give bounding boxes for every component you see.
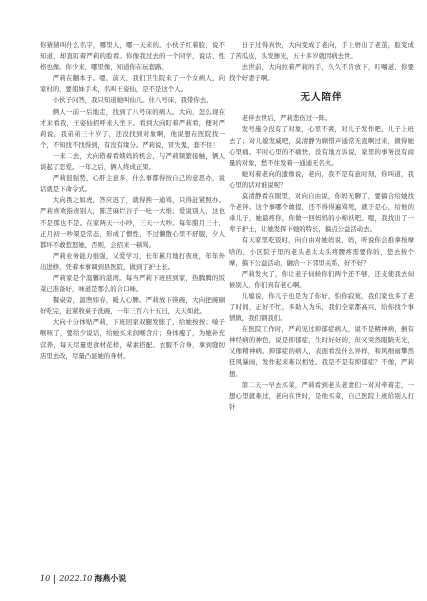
story-title: 无人陪伴 xyxy=(300,92,343,104)
paragraph: 一来二去，大向借着看姨妈的机会，与严莉频繁接触，俩人谈起了恋爱。一年之后，俩人终成正果。 xyxy=(40,151,225,172)
paragraph: 严莉在翻本子。嗯，前天，我们卫生院来了一个女病人，向家村的，要姐妹手术，名叫王姿仙，是不是这个人。 xyxy=(40,74,225,94)
paragraph: 去世前，大向拉着严莉的手，久久不肯放下，叮嘱道，你要找个好妻子啊。 xyxy=(229,63,414,83)
magazine-name: 海燕小说 xyxy=(94,574,127,583)
paragraph: 发号施令没有了对象，心里不爽，对儿子发作吧，儿子上班去了；对儿媳发威吧，莫清静为顾惜声通常无直啊过来，微得她心里痛。平时心里的不痛快，没有地方诉说，家里的事务没有商量的对象，愁不住发着一通通无名火。 xyxy=(229,125,414,167)
issue-date: 2022.10 xyxy=(59,574,93,583)
paragraph: 她对着老向的遗像说，老向，我不是有意时刻，你叫道，我心里的话对谁说呢？ xyxy=(229,169,414,189)
left-column xyxy=(40,40,225,562)
paragraph: 你猜猜叫什么名字，哪里人，哪一天来的。小伙子红着脸，说不知道，却直盯着严莉的脸看。你像我过去的一个同学，说话、性格也像。你少来，哪里像，知道你在玩套路。 xyxy=(40,41,225,72)
paragraph: 日子过得真快，大向变成了老向，手上磨出了老茧，脸变成了苦瓜皮，头发掺光，五十多岁就因病去世。 xyxy=(229,41,414,61)
right-column xyxy=(229,40,414,562)
page-footer xyxy=(40,573,126,585)
paragraph: 在医院工作时，严莉见过抑郁症病人，说不是精神病，倒有神经病的神色，说是抑郁症，生时好好的，但又突然眼睛无光，又像精神病。抑郁症的病人，表面看没什么异样，和风细雨攀然狂风暴雨，发作起来难以相处。我是不是有抑郁症？不像，严莉想。 xyxy=(229,325,414,378)
paragraph: 大向畏之如虎，答应迟了，就得挨一通骂，只得赶紧照办。严莉喜欢指责别人，陈芝麻烂谷子一吐一大堆；爱说别人，这也不是那也不是。在家两天一小吵，三天一大吵。每年腊月三十，正月初一吵架是常态，形成了惯性，不过懒散心里不舒服，夕人都坏不敢惹怒她，否则，会招来一顿骂。 xyxy=(40,196,225,249)
paragraph: 俩人一前一后地走，找到了八号床的病人。大向，怎么现在才来看我，王姿仙招呼来人坐下。看到大向盯着严莉看，便对严莉说，我弟弟三十岁了，还没找到对象啊，他说想在医院找一个，不知找不找得到，有没有缘分。严莉说，冒失鬼，套不住！ xyxy=(40,107,225,149)
paragraph: 莫清静看在眼里，对向自由说，你妈无聊了，要搞合给她找个老伴。这个事哪个敢提，还不得得遍骂死，就于是心，给他的乖儿子，她最疼你，你做一回妈妈的小棉袄吧。嗯，我找出了一辈子护士，让她发挥下她的特长，搞点公益活动去。 xyxy=(229,192,414,234)
footer-divider xyxy=(54,575,55,584)
paragraph: 严莉家是个温馨的港湾。每当严莉下班回到家，热腾腾的饭菜已准备好，味道是那么的合口味。 xyxy=(40,273,225,294)
paragraph: 大向十分体贴严莉，下班回家双腿发胀了，给她按按；嗓子喉咳了，要给少说话，给她买来润喉含片；身体瘦了，为她补充营养，每天尽量更食材花样，荤素搭配。衣服不合身，拿到缝纫店里去改，尽量凸显她的身材。 xyxy=(40,318,225,360)
paragraph: 有天家里吃饭时，向自由对她妈说，妈，听说你会推拿按摩啥的，小区院子里的老头老太太头疼腰疼需要你的，您去按个摩，搞下公益活动，融洽一下邻里关系，好不好？ xyxy=(229,236,414,267)
page-number: 10 xyxy=(40,574,51,583)
paragraph: 严莉发火了，你让老子伺候你们两个还不够，还支使我去伺候别人，你们真有老心啊。 xyxy=(229,269,414,289)
paragraph: 严莉很强势，心肝主意多，什么事都得按自己的意思办，说话就是下命令式。 xyxy=(40,174,225,194)
paragraph: 小伙子问答，我只知道她叫仙儿。住八号床，我带你去。 xyxy=(52,96,213,105)
paragraph: 第二天一早去买菜，严莉看到老头老妻们一对对牵着走，一想心里就难过，老向在世时，是他买菜，自己医院上班给别人打针 xyxy=(229,380,414,411)
paragraph: 儿媳说，你儿子也是为了你好，怕你寂寞，我们家也多了老了时间，正好不忙，多助人为乐，我们全家都高兴，给你找个事情做，我们钢我们。 xyxy=(229,291,414,323)
paragraph: 严莉业务能力很强，又爱学习，长年累月地打夜班，年年外出进修，凭着本事调到县医院，做到了护士长。 xyxy=(40,251,225,271)
paragraph: 老伴去世后，严莉悲伤过一阵。 xyxy=(241,114,332,123)
paragraph: 餐桌旁，温煦如春，暖人心脾。严莉放下筷碗，大向把碗刷好吃完，赶紧收桌子洗碗，一年三百六十五日，天天如此。 xyxy=(40,296,225,316)
